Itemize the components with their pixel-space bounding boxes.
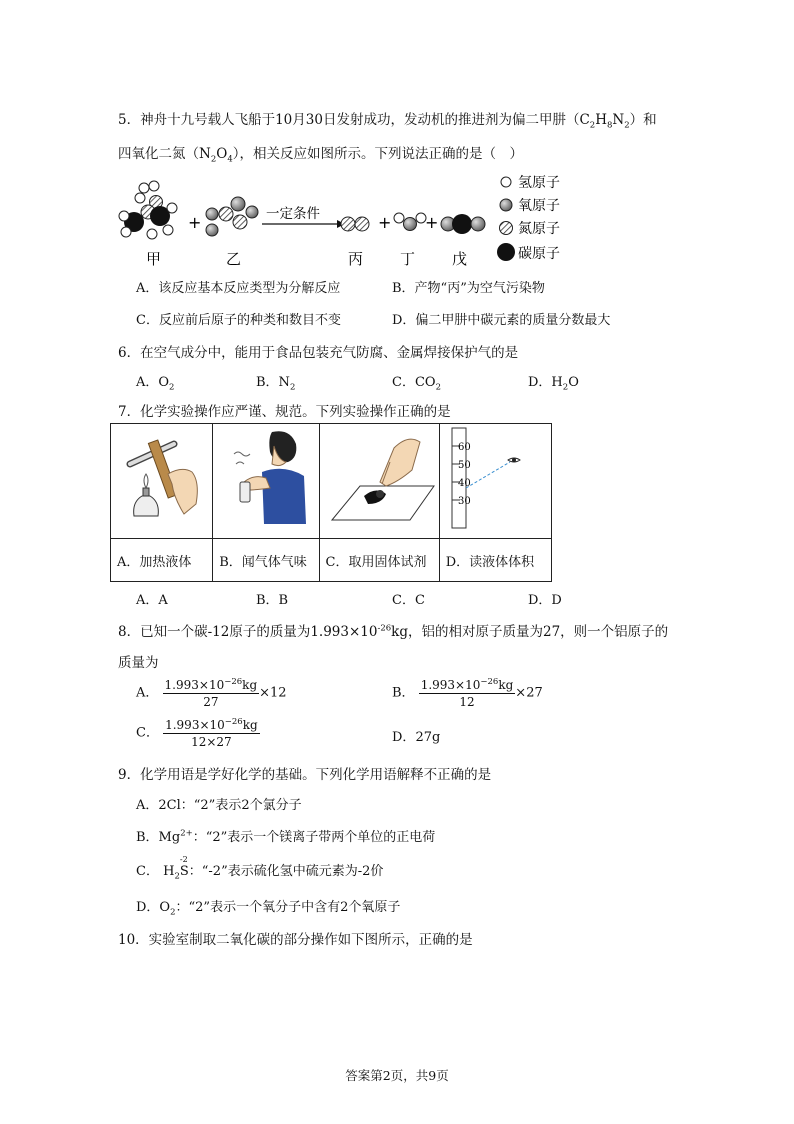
q9-option-a[interactable]: A．2Cl：“2”表示2个氯分子 — [136, 798, 302, 813]
tick-50: 50 — [458, 460, 472, 471]
label-yi: 乙 — [226, 250, 242, 268]
q7-lab-table — [110, 423, 552, 582]
reading-volume-illustration — [440, 424, 550, 534]
q7-caption-c: C．取用固体试剂 — [319, 539, 439, 582]
molecule-bing — [341, 217, 369, 231]
q8-option-a[interactable]: A． $\frac{1.993\times 10^{-26}kg}{27}$ ×12 — [136, 677, 287, 709]
q7-image-a — [111, 424, 213, 539]
charge-mark: -2 — [179, 855, 188, 864]
reaction-diagram — [112, 172, 582, 272]
q5-option-b[interactable]: B．产物“丙”为空气污染物 — [392, 281, 545, 296]
q8-option-c[interactable]: C． $\frac{1.993\times 10^{-26}kg}{12\times 27}$ — [136, 717, 258, 749]
q8-stem-line1: 8．已知一个碳-12原子的质量为$1.993\times 10^{-26}kg$，铝的相对原子质量为27，则一个铝原子的 — [118, 623, 669, 640]
q8-c-fraction: $\frac{1.993\times 10^{-26}kg}{12\times 27}$ — [165, 717, 258, 749]
q7-caption-d: D．读液体体积 — [439, 539, 551, 582]
legend-hydrogen: 氢原子 — [518, 175, 560, 191]
legend — [497, 175, 560, 262]
q6-stem: 6．在空气成分中，能用于食品包装充气防腐、金属焊接保护气的是 — [118, 345, 519, 361]
plus-2: + — [378, 213, 392, 232]
q6-option-a[interactable]: A．$O_2$ — [136, 375, 175, 393]
q5-option-c[interactable]: C．反应前后原子的种类和数目不变 — [136, 313, 341, 328]
legend-nitrogen: 氮原子 — [518, 221, 560, 237]
molecule-yi — [206, 197, 258, 236]
taking-solid-illustration — [320, 424, 438, 534]
q7-image-c — [319, 424, 439, 539]
q7-image-b — [213, 424, 319, 539]
q6-option-b[interactable]: B．$N_2$ — [256, 375, 296, 393]
q8-a-fraction: $\frac{1.993\times 10^{-26}kg}{27}$ — [164, 677, 258, 709]
q10-stem: 10．实验室制取二氧化碳的部分操作如下图所示，正确的是 — [118, 932, 473, 948]
q5-option-d[interactable]: D．偏二甲肼中碳元素的质量分数最大 — [392, 313, 611, 328]
page-footer: 答案第2页，共9页 — [345, 1068, 449, 1083]
q8-stem-line2: 质量为 — [118, 655, 159, 671]
q9-option-b[interactable]: B．$Mg^{2+}$：“2”表示一个镁离子带两个单位的正电荷 — [136, 828, 436, 845]
q7-image-d — [439, 424, 551, 539]
q9-option-c[interactable]: C． $H_2$ -2 S：“-2”表示硫化氢中硫元素为-2价 — [136, 855, 384, 882]
q6-option-c[interactable]: C．$CO_2$ — [392, 375, 441, 393]
q7-option-d[interactable]: D．D — [528, 593, 562, 608]
q9-stem: 9．化学用语是学好化学的基础。下列化学用语解释不正确的是 — [118, 767, 492, 783]
molecule-wu — [441, 214, 485, 234]
label-ding: 丁 — [400, 250, 416, 268]
q5-stem-line1: 5．神舟十九号载人飞船于10月30日发射成功，发动机的推进剂为偏二甲肼$(C_2H_8N_2)$和 — [118, 112, 657, 131]
q8-b-fraction: $\frac{1.993\times 10^{-26}kg}{12}$ — [420, 677, 514, 709]
q5-stem-line2: 四氧化二氮$(N_2O_4)$，相关反应如图所示。下列说法正确的是（ ） — [118, 146, 523, 165]
reaction-condition: 一定条件 — [266, 206, 320, 222]
q7-option-c[interactable]: C．C — [392, 593, 425, 608]
plus-3: + — [425, 213, 439, 232]
q7-option-a[interactable]: A．A — [136, 593, 168, 608]
q7-caption-a: A．加热液体 — [111, 539, 213, 582]
label-bing: 丙 — [348, 250, 364, 268]
q8-option-b[interactable]: B． $\frac{1.993\times 10^{-26}kg}{12}$ ×27 — [392, 677, 543, 709]
legend-oxygen: 氧原子 — [518, 198, 560, 214]
q6-option-d[interactable]: D．$H_2O$ — [528, 375, 579, 393]
label-jia: 甲 — [146, 250, 162, 268]
q7-stem: 7．化学实验操作应严谨、规范。下列实验操作正确的是 — [118, 404, 451, 420]
tick-60: 60 — [458, 442, 472, 453]
smelling-gas-illustration — [214, 424, 318, 534]
molecule-ding — [394, 213, 426, 231]
molecule-jia — [119, 181, 177, 239]
tick-30: 30 — [458, 496, 472, 507]
q7-caption-b: B．闻气体气味 — [213, 539, 319, 582]
legend-carbon: 碳原子 — [518, 246, 560, 262]
plus-1: + — [188, 213, 202, 232]
tick-40: 40 — [458, 478, 472, 489]
q5-option-a[interactable]: A．该反应基本反应类型为分解反应 — [136, 281, 341, 296]
label-wu: 戊 — [452, 250, 468, 268]
q7-option-b[interactable]: B．B — [256, 593, 289, 608]
q9-option-d[interactable]: D．$O_2$：“2”表示一个氧分子中含有2个氧原子 — [136, 900, 401, 918]
q8-option-d[interactable]: D．27g — [392, 730, 441, 745]
heating-liquid-illustration — [112, 424, 212, 534]
